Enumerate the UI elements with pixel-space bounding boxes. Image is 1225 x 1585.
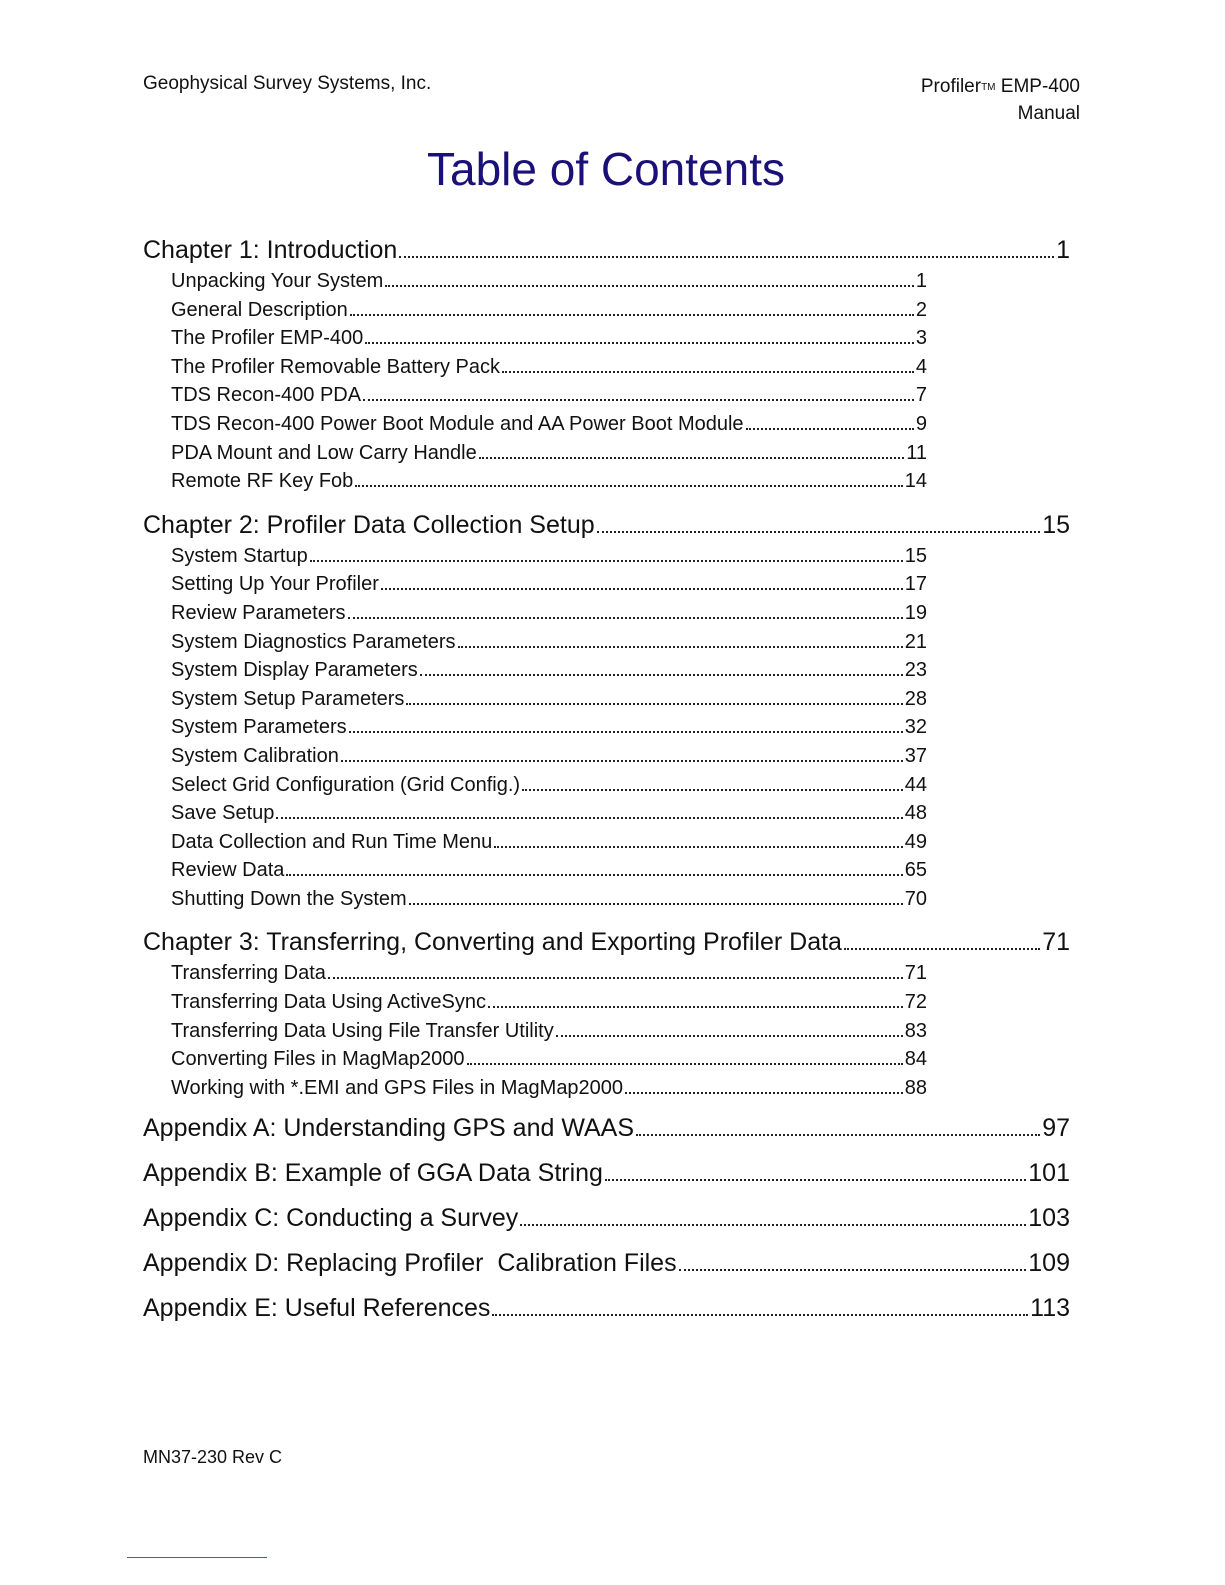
appendix-label: Appendix A: Understanding GPS and WAAS (143, 1114, 635, 1143)
page-title: Table of Contents (426, 143, 785, 195)
leader-dots (399, 256, 1054, 258)
toc-section[interactable] (171, 470, 927, 499)
section-page: 21 (904, 630, 927, 653)
leader-dots (458, 646, 903, 648)
toc-section[interactable] (171, 545, 927, 574)
toc-section[interactable] (171, 991, 927, 1020)
leader-dots (365, 342, 914, 344)
product-name: Profiler (920, 76, 982, 97)
toc-section[interactable] (171, 602, 927, 631)
leader-dots (522, 789, 903, 791)
section-page: 84 (904, 1048, 927, 1071)
toc-section[interactable] (171, 745, 927, 774)
leader-dots (502, 371, 914, 373)
section-page: 11 (906, 441, 927, 464)
leader-dots (355, 485, 902, 487)
section-label: Transferring Data Using File Transfer Utility (171, 1019, 554, 1042)
toc-section[interactable] (171, 716, 927, 745)
toc-section[interactable] (171, 888, 927, 917)
section-label: Transferring Data (171, 962, 326, 985)
chapter-3-sections (171, 962, 927, 1105)
section-label: General Description (171, 298, 348, 321)
section-label: Select Grid Configuration (Grid Config.) (171, 773, 521, 796)
doc-type: Manual (1017, 103, 1080, 124)
leader-dots (341, 760, 903, 762)
leader-dots (492, 1314, 1028, 1316)
chapter-page: 71 (1042, 928, 1070, 957)
section-label: PDA Mount and Low Carry Handle (171, 441, 477, 464)
section-label: System Setup Parameters (171, 687, 405, 710)
leader-dots (409, 903, 903, 905)
chapter-label: Chapter 3: Transferring, Converting and Exporting Profiler Data (143, 928, 842, 957)
section-page: 14 (904, 470, 927, 493)
section-page: 2 (915, 298, 927, 321)
footer-doc-number: MN37-230 Rev C (143, 1447, 283, 1467)
section-page: 9 (915, 412, 927, 435)
leader-dots (479, 457, 905, 459)
section-page: 32 (904, 716, 927, 739)
leader-dots (494, 846, 902, 848)
toc-section[interactable] (171, 327, 927, 356)
toc-section[interactable] (171, 1077, 927, 1106)
section-page: 37 (904, 744, 927, 767)
leader-dots (556, 1035, 903, 1037)
section-page: 3 (915, 327, 927, 350)
section-label: Transferring Data Using ActiveSync (171, 991, 486, 1014)
leader-dots (844, 948, 1040, 950)
toc-chapter-2[interactable] (143, 511, 1070, 545)
toc-section[interactable] (171, 356, 927, 385)
section-label: Remote RF Key Fob (171, 470, 354, 493)
section-label: Save Setup (171, 802, 275, 825)
chapter-2-sections (171, 545, 927, 917)
leader-dots (406, 703, 902, 705)
leader-dots (520, 1224, 1026, 1226)
leader-dots (350, 314, 914, 316)
section-label: System Parameters (171, 716, 347, 739)
section-label: Working with *.EMI and GPS Files in MagMap2000 (171, 1076, 624, 1099)
toc-section[interactable] (171, 688, 927, 717)
leader-dots (385, 285, 914, 287)
footer-rule (127, 1557, 267, 1558)
leader-dots (276, 817, 902, 819)
toc-section[interactable] (171, 413, 927, 442)
leader-dots (488, 1006, 903, 1008)
section-page: 48 (904, 802, 927, 825)
section-page: 88 (904, 1076, 927, 1099)
leader-dots (605, 1179, 1026, 1181)
trademark-mark: TM (981, 82, 996, 93)
header-company: Geophysical Survey Systems, Inc. (143, 73, 432, 94)
section-label: Review Data (171, 859, 285, 882)
toc-section[interactable] (171, 573, 927, 602)
section-label: TDS Recon-400 Power Boot Module and AA Power Boot Module (171, 412, 744, 435)
leader-dots (467, 1063, 903, 1065)
section-page: 72 (904, 991, 927, 1014)
appendix-label: Appendix E: Useful References (143, 1294, 491, 1323)
leader-dots (349, 731, 903, 733)
appendix-page: 109 (1028, 1249, 1070, 1278)
section-page: 1 (915, 270, 927, 292)
appendix-page: 101 (1028, 1159, 1070, 1188)
leader-dots (636, 1134, 1040, 1136)
leader-dots (625, 1092, 903, 1094)
section-label: Setting Up Your Profiler (171, 573, 379, 596)
appendix-label: Appendix D: Replacing Profiler Calibration Files (143, 1249, 677, 1278)
leader-dots (746, 428, 914, 430)
section-page: 49 (904, 830, 927, 853)
appendix-label: Appendix B: Example of GGA Data String (143, 1159, 603, 1188)
section-page: 65 (904, 859, 927, 882)
section-page: 15 (904, 544, 927, 567)
model-name: EMP-400 (995, 76, 1080, 97)
leader-dots (420, 674, 903, 676)
section-label: System Diagnostics Parameters (171, 630, 456, 653)
toc-section[interactable] (171, 299, 927, 328)
section-page: 4 (915, 355, 927, 378)
section-page: 19 (904, 601, 927, 624)
leader-dots (286, 874, 902, 876)
section-label: The Profiler Removable Battery Pack (171, 355, 501, 378)
section-page: 7 (915, 384, 927, 407)
chapter-1-sections (171, 270, 927, 499)
section-label: Data Collection and Run Time Menu (171, 830, 493, 853)
section-label: Review Parameters (171, 601, 346, 624)
toc-section[interactable] (171, 859, 927, 888)
appendix-label: Appendix C: Conducting a Survey (143, 1204, 519, 1233)
appendix-page: 97 (1042, 1114, 1070, 1143)
toc-section[interactable] (171, 659, 927, 688)
toc-appendix-c[interactable] (143, 1204, 1070, 1240)
toc-section[interactable] (171, 774, 927, 803)
toc-section[interactable] (171, 1048, 927, 1077)
section-label: System Display Parameters (171, 659, 418, 682)
chapter-page: 15 (1042, 510, 1070, 539)
section-label: Unpacking Your System (171, 270, 384, 292)
chapter-label: Chapter 1: Introduction (143, 236, 398, 264)
leader-dots (381, 588, 903, 590)
section-label: TDS Recon-400 PDA (171, 384, 362, 407)
toc-appendix-e[interactable] (143, 1294, 1070, 1330)
toc-appendix-d[interactable] (143, 1249, 1070, 1285)
toc-chapter-3[interactable] (143, 928, 1070, 962)
section-page: 28 (904, 687, 927, 710)
toc-chapter-1[interactable] (143, 236, 1070, 270)
toc-appendix-b[interactable] (143, 1159, 1070, 1195)
toc-section[interactable] (171, 831, 927, 860)
toc-section[interactable] (171, 962, 927, 991)
toc-section[interactable] (171, 384, 927, 413)
chapter-page: 1 (1056, 236, 1070, 264)
section-label: System Calibration (171, 744, 339, 767)
section-label: The Profiler EMP-400 (171, 327, 364, 350)
toc-section[interactable] (171, 1020, 927, 1049)
section-label: Converting Files in MagMap2000 (171, 1048, 465, 1071)
appendix-page: 103 (1028, 1204, 1070, 1233)
leader-dots (597, 531, 1041, 533)
section-page: 70 (904, 887, 927, 910)
appendix-page: 113 (1030, 1294, 1070, 1323)
toc-section[interactable] (171, 442, 927, 471)
chapter-label: Chapter 2: Profiler Data Collection Setup (143, 510, 595, 539)
section-label: System Startup (171, 544, 308, 567)
header-product (921, 73, 1080, 127)
leader-dots (363, 399, 914, 401)
leader-dots (310, 560, 903, 562)
toc (143, 232, 1070, 1330)
section-page: 44 (904, 773, 927, 796)
section-page: 71 (904, 962, 927, 985)
toc-appendix-a[interactable] (143, 1114, 1070, 1150)
leader-dots (679, 1269, 1027, 1271)
section-page: 23 (904, 659, 927, 682)
section-page: 17 (904, 573, 927, 596)
section-page: 83 (904, 1019, 927, 1042)
toc-section[interactable] (171, 270, 927, 299)
leader-dots (328, 977, 903, 979)
leader-dots (348, 617, 903, 619)
toc-section[interactable] (171, 631, 927, 660)
section-label: Shutting Down the System (171, 887, 407, 910)
toc-section[interactable] (171, 802, 927, 831)
